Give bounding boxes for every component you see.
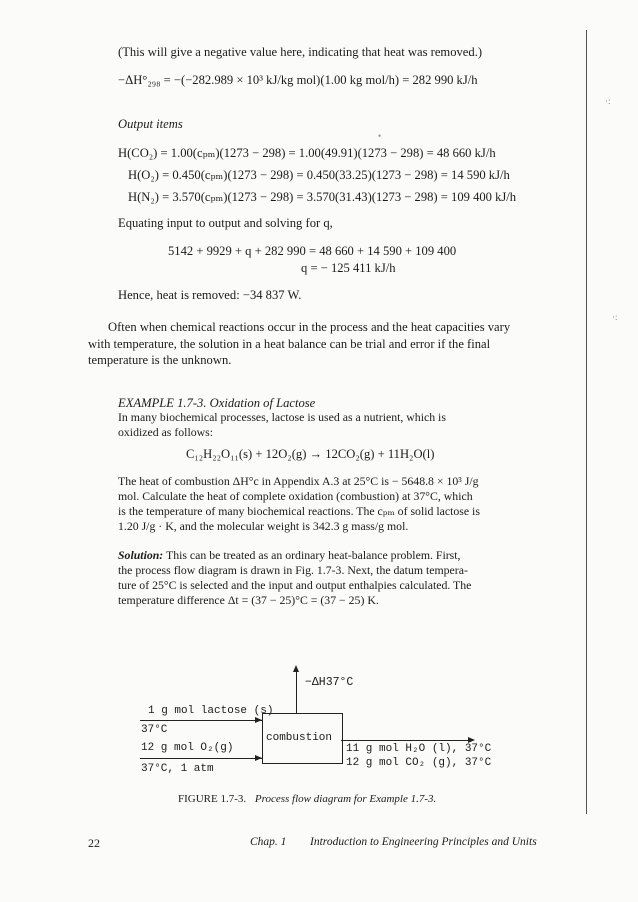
text-line: (This will give a negative value here, indicating that heat was removed.) [118,45,483,59]
caption-prefix: FIGURE 1.7-3. [178,793,247,805]
example-heading: EXAMPLE 1.7-3. Oxidation of Lactose [118,396,316,410]
box-label: combustion [266,732,333,744]
equation-line: q = − 125 411 kJ/h [301,261,396,275]
footer-title: Introduction to Engineering Principles and Units [310,836,537,848]
input-oxygen-conditions: 37°C, 1 atm [141,763,214,775]
output-line [341,740,473,741]
footer-chapter: Chap. 1 [250,836,287,848]
page-number: 22 [88,836,100,850]
input-lactose-temp: 37°C [141,724,168,736]
solution-text: This can be treated as an ordinary heat-balance problem. First, [166,548,461,562]
section-heading: Output items [118,117,183,131]
equation-line: −ΔH°₂₉₈ = −(−282.989 × 10³ kJ/kg mol)(1.00 kg mol/h) = 282 990 kJ/h [118,73,478,87]
caption-text: Process flow diagram for Example 1.7-3. [254,793,437,805]
solution-line: the process flow diagram is drawn in Fig. 1.7-3. Next, the datum tempera- [118,563,468,577]
text-line: Equating input to output and solving for q, [118,216,333,230]
paragraph-line: with temperature, the solution in a heat balance can be trial and error if the final [88,337,491,351]
paragraph-line: temperature is the unknown. [88,353,232,367]
example-line: 1.20 J/g · K, and the molecular weight is 342.3 g mass/g mol. [118,519,409,533]
output-water-label: 11 g mol H₂O (l), 37°C [346,743,492,755]
arrow-up-icon [293,665,299,672]
input-oxygen-line [140,758,262,759]
reaction-equation: C₁₂H₂₂O₁₁(s) + 12O₂(g) → 12CO₂(g) + 11H₂O(l) [186,447,435,461]
paragraph-line: Often when chemical reactions occur in the process and the heat capacities vary [108,320,511,334]
example-line: oxidized as follows: [118,425,214,439]
scan-speck: • [378,131,382,141]
solution-line: ture of 25°C is selected and the input and output enthalpies calculated. The [118,578,472,592]
text-line: Hence, heat is removed: −34 837 W. [118,288,302,302]
equation-line: H(CO₂) = 1.00(cₚₘ)(1273 − 298) = 1.00(49.91)(1273 − 298) = 48 660 kJ/h [118,146,496,160]
margin-rule [586,30,587,814]
example-line: The heat of combustion ΔH°c in Appendix A.3 at 25°C is − 5648.8 × 10³ J/g [118,474,479,488]
equation-line: 5142 + 9929 + q + 282 990 = 48 660 + 14 590 + 109 400 [168,244,457,258]
equation-line: H(O₂) = 0.450(cₚₘ)(1273 − 298) = 0.450(33.25)(1273 − 298) = 14 590 kJ/h [128,168,510,182]
heat-arrow-line [296,670,297,713]
solution-line [118,548,460,563]
example-line: mol. Calculate the heat of complete oxidation (combustion) at 37°C, which [118,489,473,503]
heat-label: −ΔH37°C [305,676,354,689]
solution-label: Solution: [118,548,164,562]
scan-speck: ·: [605,96,611,106]
scan-speck: ·: [612,312,618,322]
example-line: is the temperature of many biochemical reactions. The cₚₘ of solid lactose is [118,504,480,518]
input-oxygen-label: 12 g mol O₂(g) [141,742,234,754]
output-co2-label: 12 g mol CO₂ (g), 37°C [346,757,492,769]
input-lactose-line [140,720,262,721]
input-lactose-label: 1 g mol lactose (s) [148,705,274,717]
arrow-right-icon [255,717,262,723]
figure-caption [178,793,436,805]
example-line: In many biochemical processes, lactose is used as a nutrient, which is [118,410,446,424]
equation-line: H(N₂) = 3.570(cₚₘ)(1273 − 298) = 3.570(31.43)(1273 − 298) = 109 400 kJ/h [128,190,517,204]
solution-line: temperature difference Δt = (37 − 25)°C = (37 − 25) K. [118,593,379,607]
arrow-right-icon [255,755,262,761]
